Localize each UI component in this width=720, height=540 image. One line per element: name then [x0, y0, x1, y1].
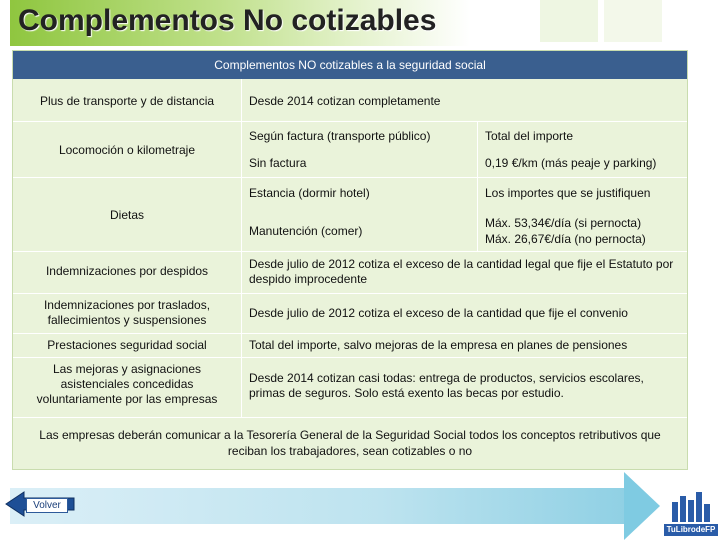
row-divider — [13, 333, 687, 334]
row-label-mejoras: Las mejoras y asignaciones asistenciales concedidas voluntariamente por las empresas — [36, 362, 218, 406]
decorative-tile — [604, 0, 662, 42]
column-divider — [477, 121, 478, 251]
back-button[interactable] — [4, 490, 76, 518]
complementos-table — [12, 50, 688, 470]
row-subvalue-manutencion-2: Máx. 26,67€/día (no pernocta) — [485, 232, 646, 246]
logo-text: TuLibrodeFP — [664, 524, 718, 536]
row-sublabel-factura: Según factura (transporte público) — [249, 129, 431, 143]
row-label-dietas: Dietas — [109, 208, 144, 222]
row-subvalue-estancia: Los importes que se justifiquen — [485, 186, 651, 200]
row-subvalue-sin-factura: 0,19 €/km (más peaje y parking) — [485, 156, 657, 170]
row-label-traslados: Indemnizaciones por traslados, fallecimientos y suspensiones — [43, 298, 211, 327]
row-value-mejoras: Desde 2014 cotizan casi todas: entrega de productos, servicios escolares, primas de seguros. Solo está exento las becas por estudio. — [249, 371, 644, 400]
row-divider — [13, 177, 687, 178]
row-label-prestaciones: Prestaciones seguridad social — [47, 338, 207, 352]
row-divider — [13, 251, 687, 252]
tulibrodefp-logo — [664, 488, 718, 536]
row-divider — [13, 293, 687, 294]
row-value-traslados: Desde julio de 2012 cotiza el exceso de la cantidad que fije el convenio — [249, 306, 628, 320]
footer-note: Las empresas deberán comunicar a la Tesorería General de la Seguridad Social todos los conceptos retributivos que reciban los trabajadores, sean cotizables o no — [39, 428, 661, 458]
bottom-arrow-band — [10, 488, 630, 524]
page-title: Complementos No cotizables — [18, 4, 437, 37]
row-value-prestaciones: Total del importe, salvo mejoras de la empresa en planes de pensiones — [249, 338, 628, 352]
row-divider — [13, 417, 687, 418]
row-sublabel-manutencion: Manutención (comer) — [249, 224, 363, 238]
row-label-despidos: Indemnizaciones por despidos — [45, 264, 209, 278]
back-button-label: Volver — [26, 498, 68, 513]
column-divider — [241, 79, 242, 417]
row-label-transporte: Plus de transporte y de distancia — [39, 94, 215, 108]
row-sublabel-sin-factura: Sin factura — [249, 156, 307, 170]
row-divider — [13, 121, 687, 122]
row-value-despidos: Desde julio de 2012 cotiza el exceso de la cantidad legal que fije el Estatuto por despido improcedente — [249, 257, 674, 286]
decorative-tile — [540, 0, 598, 42]
row-divider — [13, 357, 687, 358]
row-value-transporte: Desde 2014 cotizan completamente — [249, 94, 441, 108]
books-icon — [664, 488, 718, 524]
row-subvalue-manutencion-1: Máx. 53,34€/día (si pernocta) — [485, 216, 642, 230]
row-label-locomocion: Locomoción o kilometraje — [58, 143, 196, 157]
row-subvalue-factura: Total del importe — [485, 129, 574, 143]
row-sublabel-estancia: Estancia (dormir hotel) — [249, 186, 370, 200]
arrow-right-icon — [624, 472, 660, 540]
table-header: Complementos NO cotizables a la seguridad social — [13, 51, 687, 79]
